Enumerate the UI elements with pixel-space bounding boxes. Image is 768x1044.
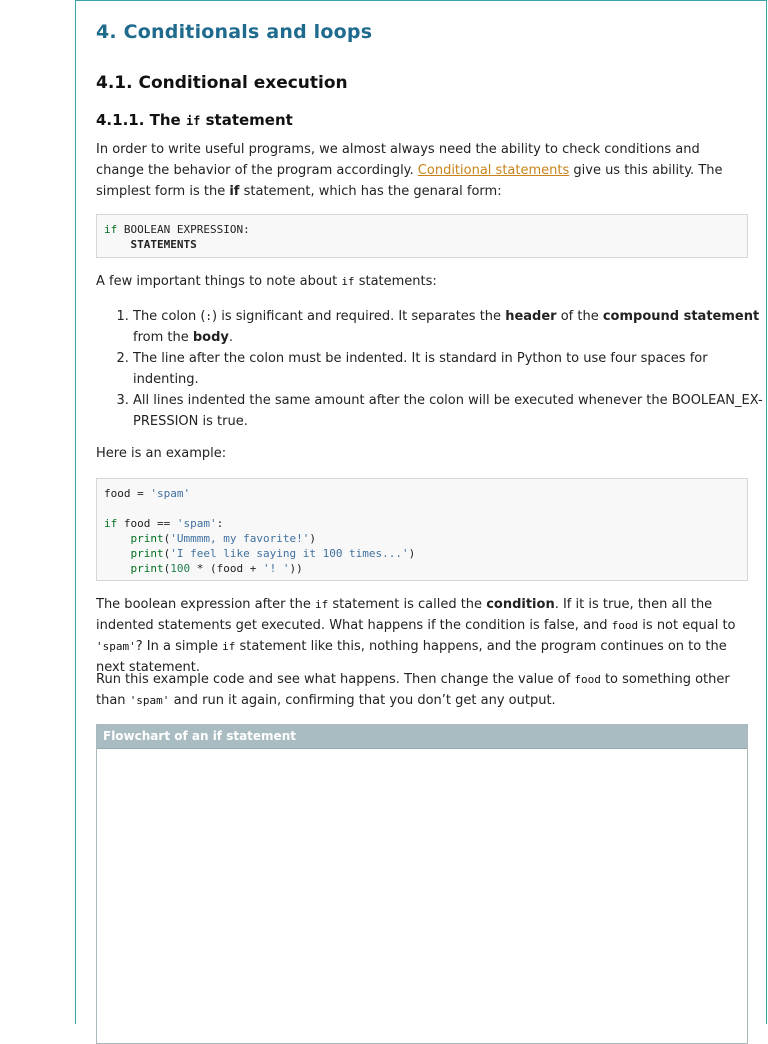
list-item: 3. All lines indented the same amount after the colon will be executed whenever the BOOLEAN_EX-PRESSION is true. bbox=[133, 390, 768, 432]
list-item: 2. The line after the colon must be indented. It is standard in Python to use four spaces for indenting. bbox=[133, 348, 768, 390]
figure-title: Flowchart of an if statement bbox=[97, 725, 747, 749]
flowchart-figure bbox=[96, 724, 748, 1044]
general-form-code-block: if BOOLEAN EXPRESSION: STATEMENTS bbox=[96, 214, 748, 258]
conditional-statements-link[interactable]: Conditional statements bbox=[417, 163, 570, 178]
notes-intro-paragraph: A few important things to note about if statements: bbox=[96, 274, 437, 289]
example-intro-paragraph: Here is an example: bbox=[96, 446, 227, 461]
intro-paragraph: In order to write useful programs, we almost always need the ability to check conditions and change the behavior of the program accordingly. Conditional statements give us this ability. The simplest form is the if statement, which has the genaral form: bbox=[96, 142, 723, 199]
list-item: 1. The colon (:) is significant and required. It separates the header of the compound statement from the body. bbox=[133, 306, 768, 348]
chapter-heading: 4. Conditionals and loops bbox=[96, 21, 373, 43]
inline-code: if bbox=[185, 114, 201, 128]
example-code-block: food = 'spam' if food == 'spam': print('Ummmm, my favorite!') print('I feel like saying it 100 times...') print(100 * (food + '! ')) bbox=[96, 478, 748, 581]
condition-paragraph: The boolean expression after the if statement is called the condition. If it is true, then all the indented statements get executed. What happens if the condition is false, and food is not equal to 'spam'? In a simple if statement like this, nothing happens, and the program continues on to the next statement. bbox=[96, 597, 736, 675]
subsection-heading: 4.1.1. The if statement bbox=[96, 111, 293, 129]
notes-list bbox=[96, 306, 768, 432]
run-example-paragraph: Run this example code and see what happens. Then change the value of food to something other than 'spam' and run it again, confirming that you don’t get any output. bbox=[96, 672, 730, 708]
section-heading: 4.1. Conditional execution bbox=[96, 73, 348, 93]
page-frame bbox=[75, 0, 767, 1024]
